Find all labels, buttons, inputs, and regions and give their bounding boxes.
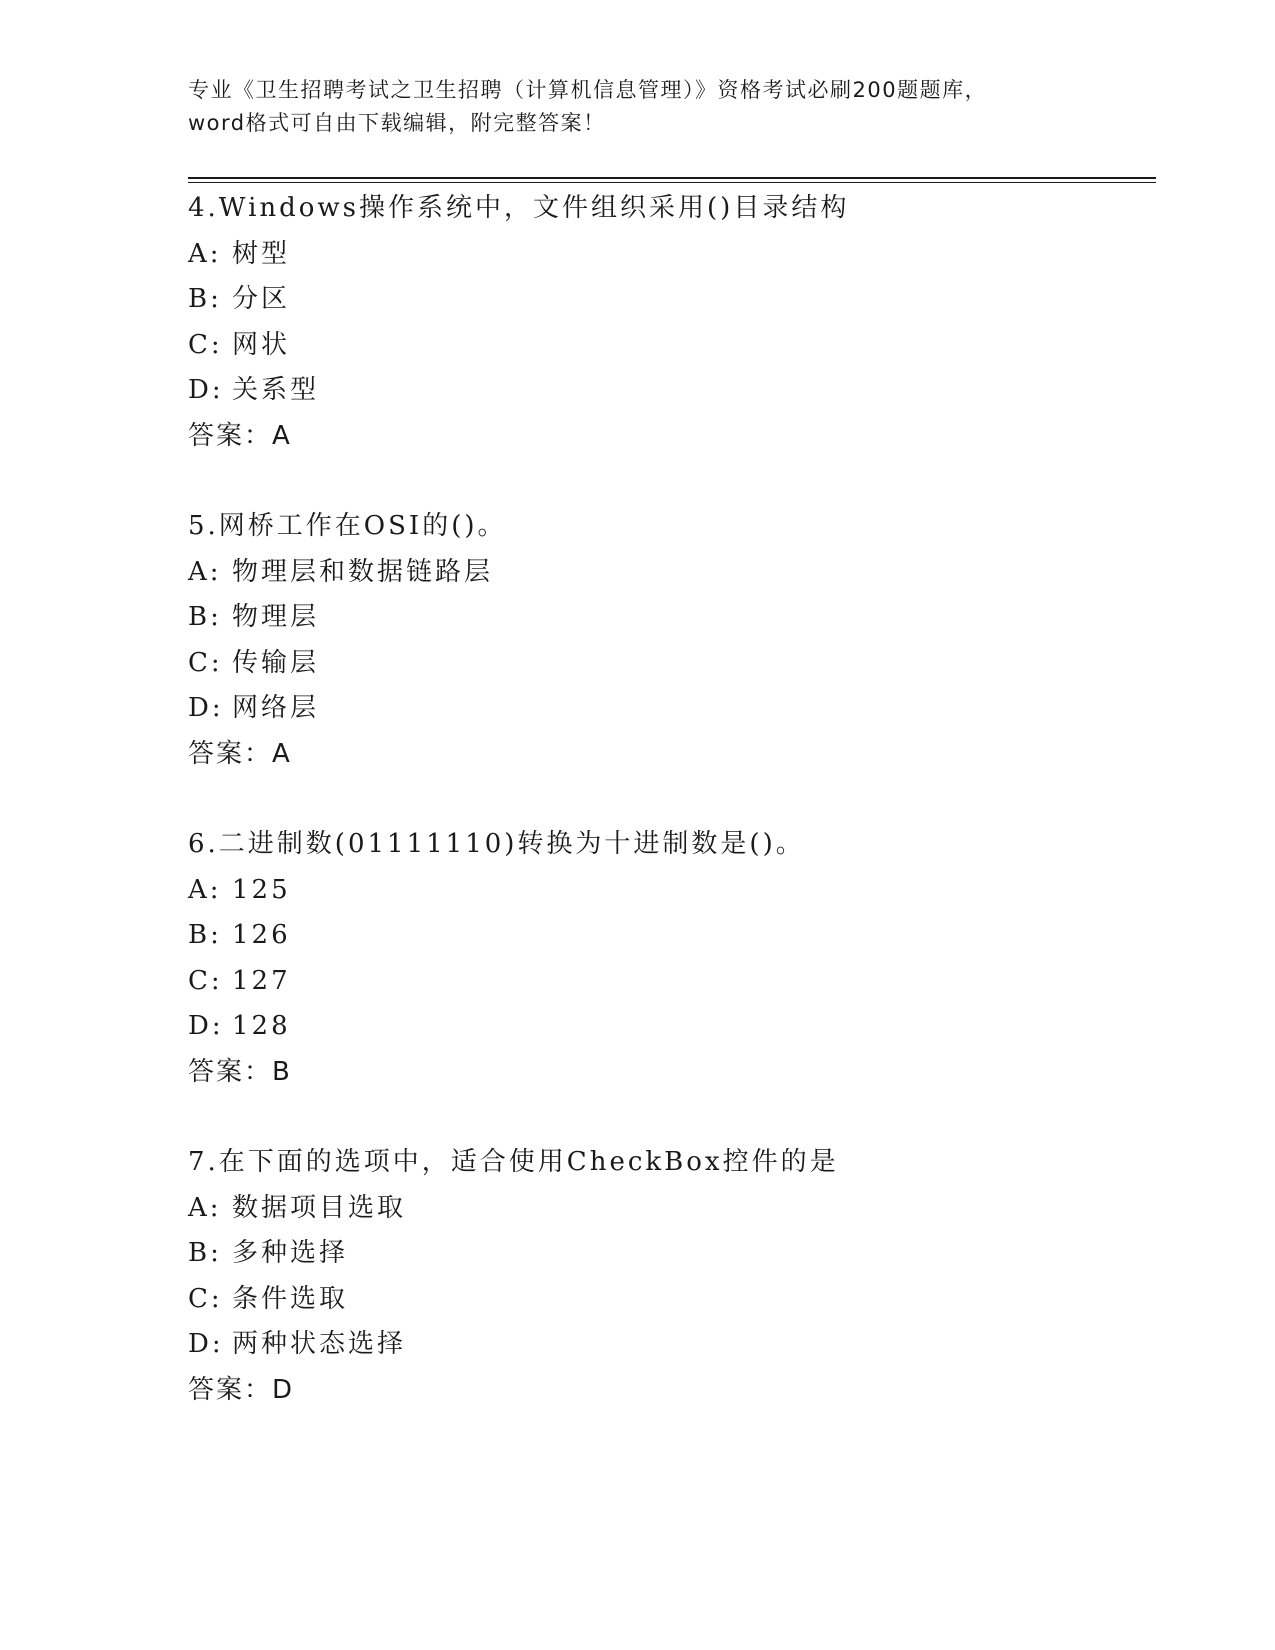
option-a [188,1186,1148,1232]
option-d [188,368,1148,414]
header-divider-thin [188,182,1156,183]
option-key: A: [188,1192,222,1223]
option-key: D: [188,1011,224,1041]
question-block [188,186,1148,459]
option-key: A: [188,874,222,905]
option-text: 数据项目选取 [232,1192,407,1223]
option-a [188,868,1148,914]
option-key: D: [188,693,224,723]
option-key: B: [188,920,222,950]
question-stem: 4.Windows操作系统中，文件组织采用()目录结构 [188,193,850,223]
option-text: 关系型 [232,375,320,405]
option-b [188,277,1148,323]
option-b [188,595,1148,641]
option-b [188,1231,1148,1277]
question-stem: 5.网桥工作在OSI的()。 [188,511,507,541]
question-block [188,1140,1148,1413]
option-d [188,1322,1148,1368]
option-text: 树型 [232,238,291,269]
header-line-2: word格式可自由下载编辑，附完整答案！ [188,111,606,135]
option-b [188,913,1148,959]
option-key: C: [188,647,223,678]
option-a [188,550,1148,596]
header-divider-thick [188,177,1156,179]
option-text: 125 [232,874,291,905]
option-d [188,1004,1148,1050]
answer-line: 答案：A [188,738,292,769]
question-block [188,504,1148,777]
option-key: B: [188,1238,222,1268]
option-key: C: [188,965,223,996]
option-c [188,1277,1148,1323]
option-text: 多种选择 [232,1238,349,1268]
option-key: C: [188,329,223,360]
option-text: 物理层 [232,602,320,632]
option-text: 条件选取 [232,1283,349,1314]
header-line-1: 专业《卫生招聘考试之卫生招聘（计算机信息管理）》资格考试必刷200题题库， [188,78,988,102]
document-header [188,74,1088,140]
option-text: 网络层 [232,693,320,723]
option-key: A: [188,556,222,587]
question-stem: 6.二进制数(01111110)转换为十进制数是()。 [188,829,805,859]
option-text: 127 [232,965,291,996]
question-stem: 7.在下面的选项中，适合使用CheckBox控件的是 [188,1147,839,1177]
option-text: 物理层和数据链路层 [232,556,494,587]
option-text: 两种状态选择 [232,1329,407,1359]
option-key: D: [188,375,224,405]
option-text: 网状 [232,329,291,360]
option-a [188,232,1148,278]
option-key: B: [188,602,222,632]
option-key: A: [188,238,222,269]
option-text: 分区 [232,284,291,314]
option-c [188,959,1148,1005]
answer-line: 答案：D [188,1374,295,1405]
option-key: D: [188,1329,224,1359]
option-c [188,323,1148,369]
option-text: 126 [232,920,291,950]
answer-line: 答案：A [188,420,292,451]
option-key: C: [188,1283,223,1314]
option-c [188,641,1148,687]
answer-line: 答案：B [188,1056,292,1087]
option-d [188,686,1148,732]
option-text: 传输层 [232,647,320,678]
option-key: B: [188,284,222,314]
question-block [188,822,1148,1095]
option-text: 128 [232,1011,291,1041]
